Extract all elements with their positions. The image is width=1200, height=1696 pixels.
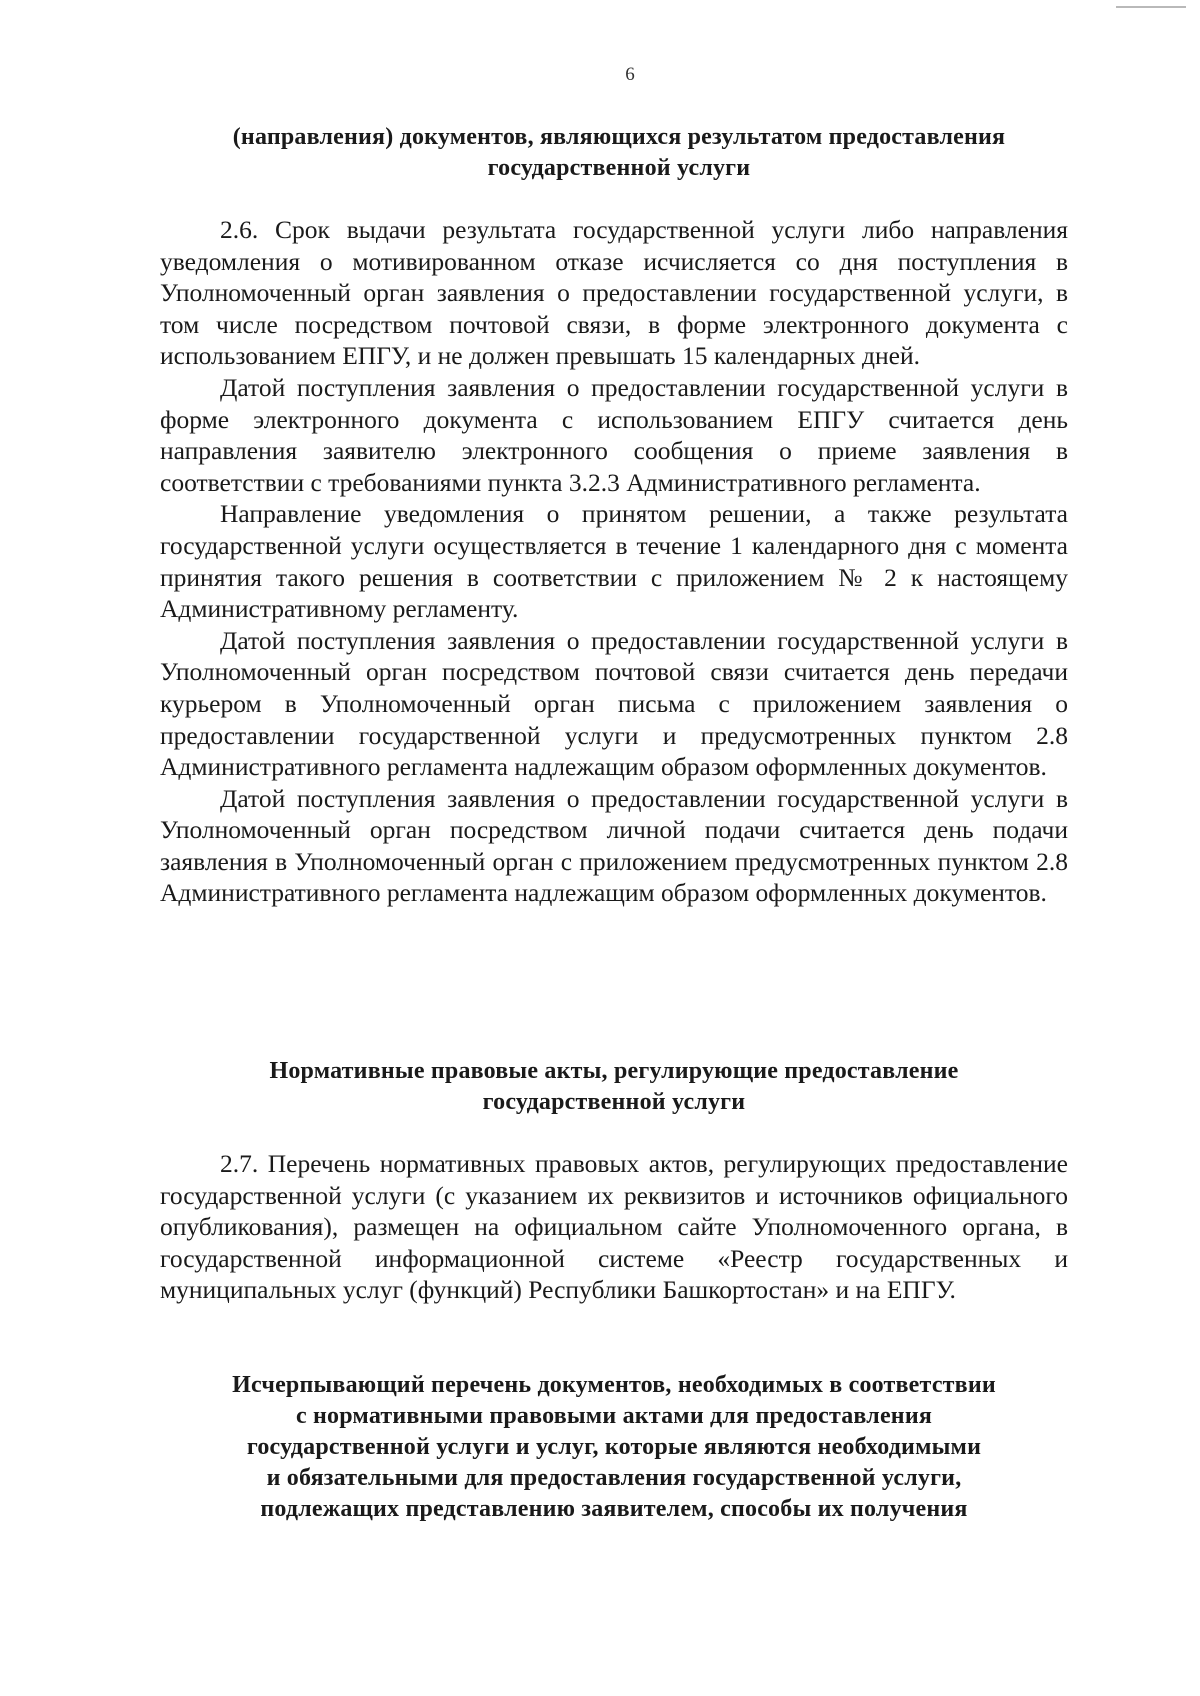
heading-line: и обязательными для предоставления государственной услуги, <box>266 1465 962 1491</box>
paragraph-electronic-receipt-date: Датой поступления заявления о предоставлении государственной услуги в форме электронного документа с использованием ЕПГУ считается день направления заявителю электронного сообщения о приеме заявления в соответствии с требованиями пункта 3.2.3 Административного регламента. <box>160 372 1068 497</box>
heading-line: государственной услуги и услуг, которые являются необходимыми <box>246 1434 982 1460</box>
paragraph-postal-receipt-date: Датой поступления заявления о предоставлении государственной услуги в Уполномоченный орган посредством почтовой связи считается день передачи курьером в Уполномоченный орган письма с приложением заявления о предоставлении государственной услуги и предусмотренных пунктом 2.8 Административного регламента надлежащим образом оформленных документов. <box>160 625 1068 782</box>
scan-edge-mark <box>1116 6 1186 8</box>
section-heading-required-documents <box>160 1370 1068 1525</box>
page-number: 6 <box>625 64 635 85</box>
section-heading-result-documents <box>160 122 1078 184</box>
paragraph-personal-receipt-date: Датой поступления заявления о предоставлении государственной услуги в Уполномоченный орган посредством личной подачи считается день подачи заявления в Уполномоченный орган с приложением предусмотренных пунктом 2.8 Административного регламента надлежащим образом оформленных документов. <box>160 783 1068 908</box>
section-heading-legal-acts <box>160 1056 1068 1118</box>
heading-line: Нормативные правовые акты, регулирующие предоставление <box>269 1058 959 1084</box>
section-body-legal-acts <box>160 1148 1068 1306</box>
section-body-terms <box>160 214 1068 909</box>
heading-line: (направления) документов, являющихся результатом предоставления <box>232 124 1006 150</box>
heading-line: государственной услуги <box>487 155 751 181</box>
paragraph-decision-notice: Направление уведомления о принятом решении, а также результата государственной услуги осуществляется в течение 1 календарного дня с момента принятия такого решения в соответствии с приложением № 2 к настоящему Административному регламенту. <box>160 499 1068 624</box>
paragraph-2-7: 2.7. Перечень нормативных правовых актов, регулирующих предоставление государственной услуги (с указанием их реквизитов и источников официального опубликования), размещен на официальном сайте Уполномоченного органа, в государственной информационной системе «Реестр государственных и муниципальных услуг (функций) Республики Башкортостан» и на ЕПГУ. <box>160 1149 1068 1305</box>
heading-line: с нормативными правовыми актами для предоставления <box>295 1403 933 1429</box>
heading-line: государственной услуги <box>482 1089 746 1115</box>
heading-line: Исчерпывающий перечень документов, необходимых в соответствии <box>232 1372 996 1398</box>
heading-line: подлежащих представлению заявителем, способы их получения <box>260 1496 968 1522</box>
paragraph-2-6: 2.6. Срок выдачи результата государственной услуги либо направления уведомления о мотивированном отказе исчисляется со дня поступления в Уполномоченный орган заявления о предоставлении государственной услуги, в том числе посредством почтовой связи, в форме электронного документа с использованием ЕПГУ, и не должен превышать 15 календарных дней. <box>160 215 1068 371</box>
